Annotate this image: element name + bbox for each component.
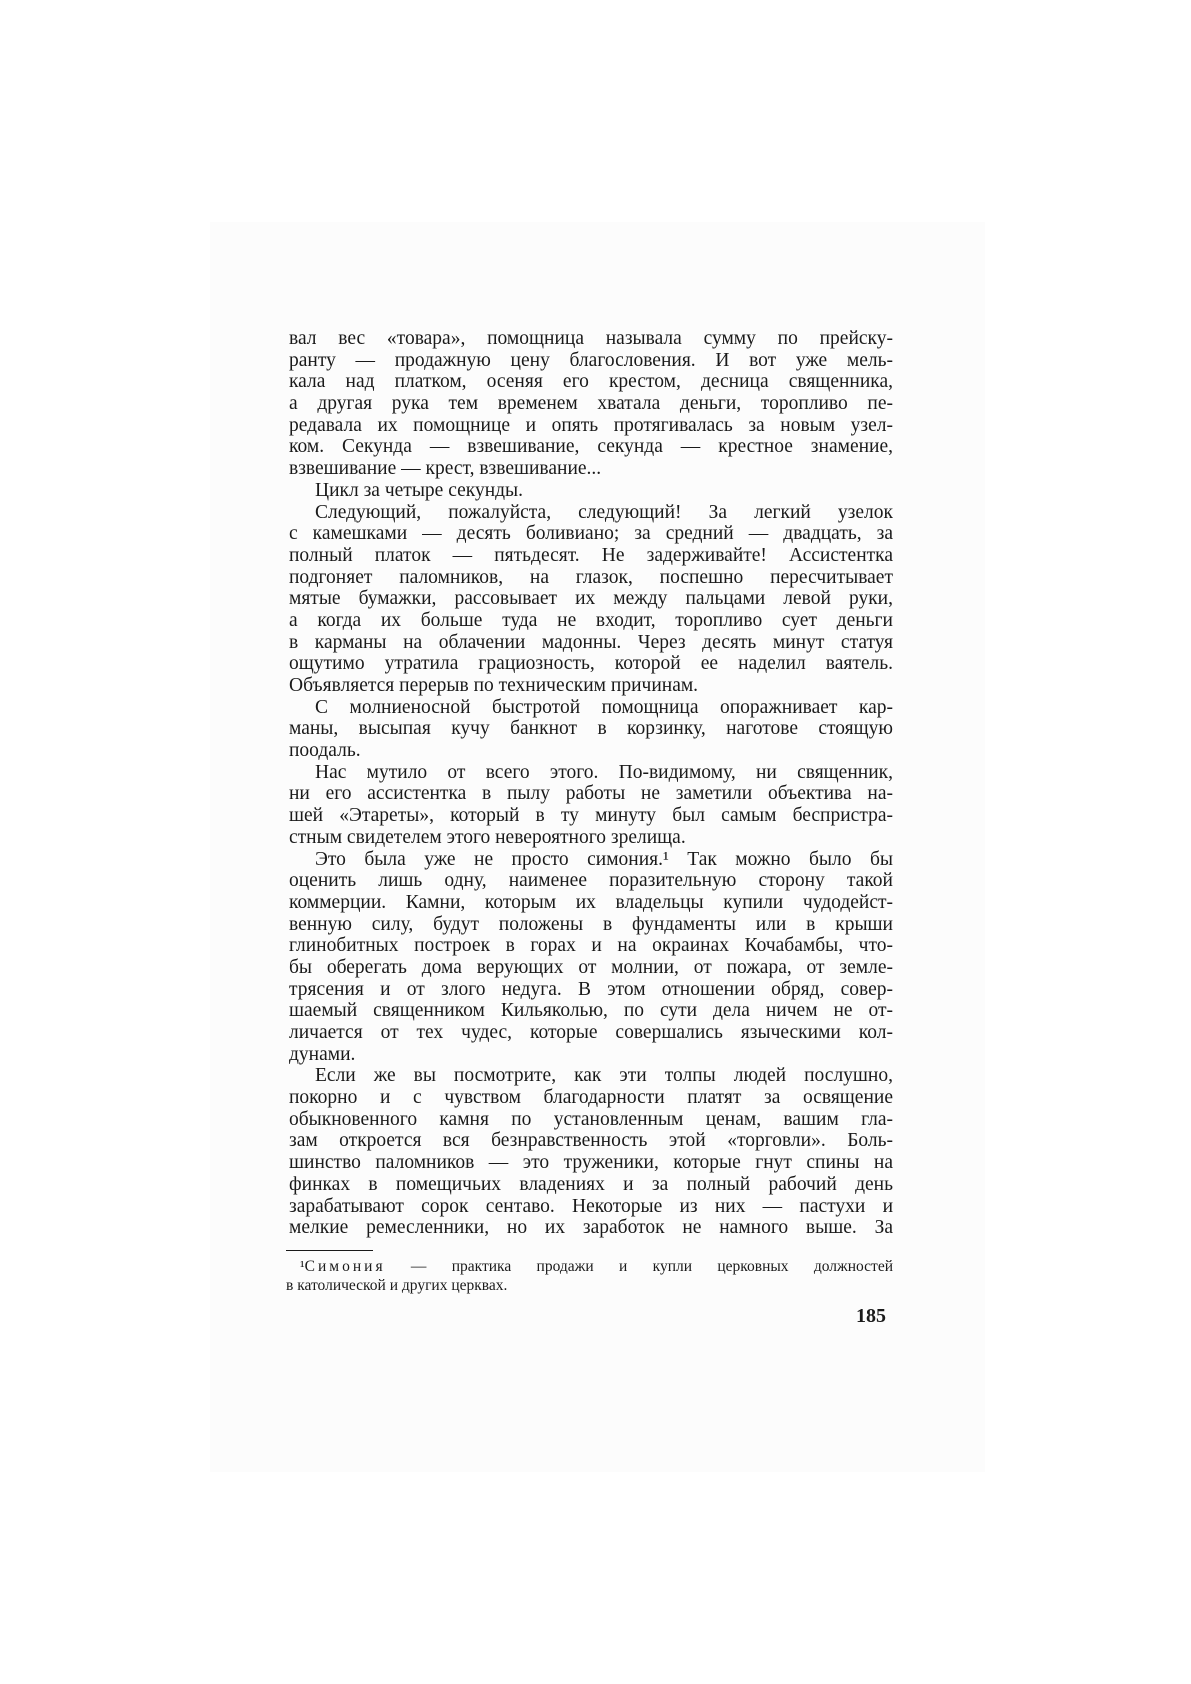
text-line: коммерции. Камни, которым их владельцы купили чудодейст- (289, 891, 893, 913)
text-line: с камешками — десять боливиано; за средний — двадцать, за (289, 523, 893, 545)
text-line: подгоняет паломников, на глазок, поспешно пересчитывает (289, 566, 893, 588)
text-line: финках в помещичьих владениях и за полный рабочий день (289, 1173, 893, 1195)
text-line: глинобитных построек в горах и на окраинах Кочабамбы, что- (289, 935, 893, 957)
text-line: а другая рука тем временем хватала деньги, торопливо пе- (289, 393, 893, 415)
text-line: маны, высыпая кучу банкнот в корзинку, наготове стоящую (289, 718, 893, 740)
text-line: мелкие ремесленники, но их заработок не намного выше. За (289, 1217, 893, 1239)
text-line: Объявляется перерыв по техническим причинам. (289, 675, 699, 696)
text-line: шаемый священником Кильяколью, по сути дела ничем не от- (289, 1000, 893, 1022)
text-line: Это была уже не просто симония.¹ Так можно было бы (315, 848, 893, 870)
footnote-line-1 (286, 1257, 893, 1276)
footnote-line-2: в католической и других церквах. (286, 1277, 508, 1294)
text-line: обыкновенного камня по установленным ценам, вашим гла- (289, 1108, 893, 1130)
text-line: С молниеносной быстротой помощница опоражнивает кар- (315, 696, 893, 718)
footnote-separator (286, 1250, 373, 1251)
footnote-term: Симония (304, 1258, 386, 1275)
footnote (286, 1257, 893, 1295)
text-line: ранту — продажную цену благословения. И вот уже мель- (289, 349, 893, 371)
text-line: бы оберегать дома верующих от молнии, от пожара, от земле- (289, 956, 893, 978)
text-line: покорно и с чувством благодарности платят за освящение (289, 1087, 893, 1109)
text-line: полный платок — пятьдесят. Не задерживайте! Ассистентка (289, 544, 893, 566)
text-line: трясения и от злого недуга. В этом отношении обряд, совер- (289, 978, 893, 1000)
text-line: взвешивание — крест, взвешивание... (289, 458, 602, 480)
text-line: вал вес «товара», помощница называла сумму по прейску- (289, 328, 893, 349)
text-line: поодаль. (289, 740, 361, 762)
text-line: зам откроется вся безнравственность этой «торговли». Боль- (289, 1130, 893, 1152)
text-line: дунами. (289, 1043, 356, 1065)
text-line: оценить лишь одну, наименее поразительную сторону такой (289, 870, 893, 892)
text-line: а когда их больше туда не входит, торопливо сует деньги (289, 609, 893, 631)
text-line: зарабатывают сорок сентаво. Некоторые из них — пастухи и (289, 1195, 893, 1217)
text-line: ощутимо утратила грациозность, которой ее наделил ваятель. (289, 653, 893, 675)
text-line: в карманы на облачении мадонны. Через десять минут статуя (289, 631, 893, 653)
text-line: шей «Этареты», который в ту минуту был самым беспристра- (289, 805, 893, 827)
text-line: ни его ассистентка в пылу работы не заметили объектива на- (289, 783, 893, 805)
page-number: 185 (856, 1305, 886, 1327)
footnote-definition: — практика продажи и купли церковных должностей (385, 1258, 893, 1275)
text-line: Нас мутило от всего этого. По-видимому, ни священник, (315, 761, 893, 783)
text-line: редавала их помощнице и опять протягивалась за новым узел- (289, 414, 893, 436)
text-line: стным свидетелем этого невероятного зрелища. (289, 826, 686, 848)
text-line: кала над платком, осеняя его крестом, десница священника, (289, 371, 893, 393)
body-text (289, 328, 893, 1239)
text-line: ком. Секунда — взвешивание, секунда — крестное знамение, (289, 436, 893, 458)
text-line: Цикл за четыре секунды. (315, 479, 524, 501)
text-line: шинство паломников — это труженики, которые гнут спины на (289, 1152, 893, 1174)
text-line: венную силу, будут положены в фундаменты или в крыши (289, 913, 893, 935)
text-line: Если же вы посмотрите, как эти толпы людей послушно, (315, 1065, 893, 1087)
text-line: мятые бумажки, рассовывает их между пальцами левой руки, (289, 588, 893, 610)
text-line: Следующий, пожалуйста, следующий! За легкий узелок (315, 501, 893, 523)
footnote-marker: ¹ (300, 1258, 305, 1275)
text-line: личается от тех чудес, которые совершались языческими кол- (289, 1022, 893, 1043)
